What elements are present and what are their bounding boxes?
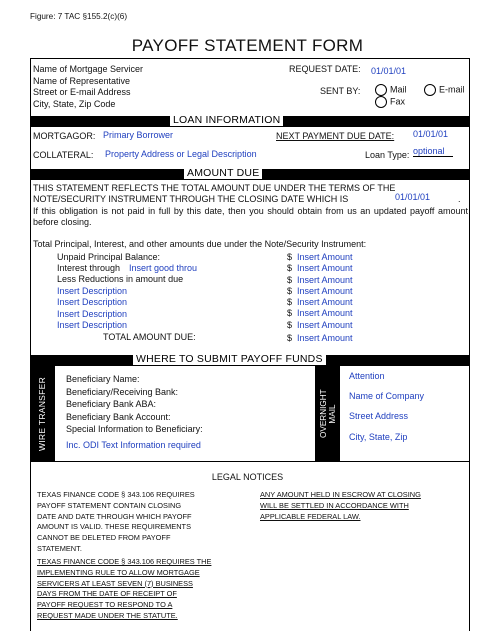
sent-by-mail-option[interactable] xyxy=(375,84,407,96)
street-address-field[interactable]: Street Address xyxy=(349,411,409,421)
company-name-field[interactable]: Name of Company xyxy=(349,391,425,401)
description-amount-4[interactable]: Insert Amount xyxy=(297,319,353,330)
description-amount-2[interactable]: Insert Amount xyxy=(297,297,353,308)
amount-column xyxy=(297,252,353,344)
collateral-field[interactable]: Property Address or Legal Description xyxy=(105,149,257,159)
beneficiary-name-label: Beneficiary Name: xyxy=(66,374,140,384)
payoff-warning: If this obligation is not paid in full by this date, then you should obtain from us an updated payoff amount before closing. xyxy=(33,206,468,227)
legal-left-notice-2 xyxy=(37,557,235,622)
description-field-2[interactable]: Insert Description xyxy=(57,297,128,307)
interest-through-date-field[interactable]: Insert good throu xyxy=(129,263,198,273)
legal-line: PAYOFF STATEMENT CONTAIN CLOSING xyxy=(37,500,182,510)
reductions-amount[interactable]: Insert Amount xyxy=(297,274,353,285)
mortgagor-field[interactable]: Primary Borrower xyxy=(103,130,174,140)
interest-amount[interactable]: Insert Amount xyxy=(297,263,353,274)
next-payment-label: NEXT PAYMENT DUE DATE: xyxy=(276,131,395,141)
total-intro: Total Principal, Interest, and other amounts due under the Note/Security Instrument: xyxy=(33,239,367,249)
mail-label: Mail xyxy=(390,84,407,95)
email-label: E-mail xyxy=(439,84,465,95)
email-radio[interactable] xyxy=(424,84,436,96)
mortgagor-label: MORTGAGOR: xyxy=(33,131,96,141)
legal-line: AMOUNT IS VALID. THESE REQUIREMENTS xyxy=(37,522,191,532)
special-info-field[interactable]: Inc. ODI Text Information required xyxy=(66,440,201,450)
unpaid-principal-amount[interactable]: Insert Amount xyxy=(297,252,353,262)
statement-line-2: NOTE/SECURITY INSTRUMENT THROUGH THE CLOSING DATE WHICH IS xyxy=(33,194,349,204)
legal-line: PAYOFF REQUEST TO RESPOND TO A xyxy=(37,600,173,610)
request-date-field[interactable]: 01/01/01 xyxy=(371,66,407,76)
overnight-mail-label: OVERNIGHT MAIL xyxy=(318,388,337,438)
closing-date-field[interactable]: 01/01/01 xyxy=(395,192,431,202)
beneficiary-account-label: Beneficiary Bank Account: xyxy=(66,411,171,422)
currency-symbol: $ xyxy=(287,285,293,296)
legal-line: APPLICABLE FEDERAL LAW. xyxy=(260,511,361,521)
city-state-zip-field[interactable]: City, State, Zip xyxy=(349,432,408,442)
currency-symbol: $ xyxy=(287,297,293,308)
currency-symbol: $ xyxy=(287,274,293,285)
fax-radio[interactable] xyxy=(375,96,387,108)
figure-label: Figure: 7 TAC §155.2(c)(6) xyxy=(30,12,128,21)
legal-left-notice-1 xyxy=(37,490,235,555)
servicer-name: Name of Mortgage Servicer xyxy=(33,64,144,74)
submit-title: WHERE TO SUBMIT PAYOFF FUNDS xyxy=(133,353,326,365)
description-amount-3[interactable]: Insert Amount xyxy=(297,308,353,319)
legal-line: TEXAS FINANCE CODE § 343.106 REQUIRES xyxy=(37,490,195,499)
legal-line: IMPLEMENTING RULE TO ALLOW MORTGAGE xyxy=(37,567,200,577)
next-payment-field[interactable]: 01/01/01 xyxy=(413,129,449,139)
currency-symbol: $ xyxy=(287,252,293,262)
loan-type-label: Loan Type: xyxy=(365,150,410,160)
currency-symbol: $ xyxy=(287,333,293,344)
sent-by-fax-option[interactable] xyxy=(375,96,405,108)
servicer-block xyxy=(33,64,143,110)
attention-field[interactable]: Attention xyxy=(349,371,385,381)
special-info-label: Special Information to Beneficiary: xyxy=(66,424,203,435)
legal-line: REQUEST MADE UNDER THE STATUTE. xyxy=(37,610,178,620)
amount-due-title: AMOUNT DUE xyxy=(184,167,262,179)
currency-column xyxy=(287,252,292,344)
statement-line-1: THIS STATEMENT REFLECTS THE TOTAL AMOUNT DUE UNDER THE TERMS OF THE xyxy=(33,183,396,193)
legal-line: STATEMENT. xyxy=(37,543,82,553)
currency-symbol: $ xyxy=(287,319,293,330)
legal-line: SERVICERS AT LEAST SEVEN (7) BUSINESS xyxy=(37,578,193,588)
legal-line: DAYS FROM THE DATE OF RECEIPT OF xyxy=(37,589,177,599)
overnight-mail-label-wrap xyxy=(315,366,340,461)
interest-through-label: Interest through xyxy=(57,263,121,273)
description-field-4[interactable]: Insert Description xyxy=(57,320,128,330)
wire-fields xyxy=(66,373,203,436)
servicer-address: Street or E-mail Address xyxy=(33,87,131,97)
description-field-1[interactable]: Insert Description xyxy=(57,286,128,296)
currency-symbol: $ xyxy=(287,263,293,274)
form-title: PAYOFF STATEMENT FORM xyxy=(131,36,364,55)
description-field-3[interactable]: Insert Description xyxy=(57,309,128,319)
wire-transfer-label: WIRE TRANSFER xyxy=(37,376,47,451)
statement-line-2-row xyxy=(33,194,468,205)
sent-by-email-option[interactable] xyxy=(424,84,465,96)
collateral-label: COLLATERAL: xyxy=(33,150,94,160)
legal-line: CANNOT BE DELETED FROM PAYOFF xyxy=(37,533,171,543)
mail-radio[interactable] xyxy=(375,84,387,96)
description-amount-1[interactable]: Insert Amount xyxy=(297,285,353,296)
legal-line: DATE AND DATE THROUGH WHICH PAYOFF xyxy=(37,511,192,521)
unpaid-principal-label: Unpaid Principal Balance: xyxy=(57,252,161,262)
loan-type-field[interactable]: optional xyxy=(413,146,453,157)
fax-label: Fax xyxy=(390,96,406,107)
servicer-city: City, State, Zip Code xyxy=(33,98,116,109)
wire-transfer-label-wrap xyxy=(30,366,54,461)
total-amount-field[interactable]: Insert Amount xyxy=(297,333,353,344)
legal-line: TEXAS FINANCE CODE § 343.106 REQUIRES THE xyxy=(37,557,212,566)
less-reductions-label: Less Reductions in amount due xyxy=(57,274,184,284)
beneficiary-bank-label: Beneficiary/Receiving Bank: xyxy=(66,386,179,397)
divider xyxy=(30,461,469,462)
divider xyxy=(54,366,55,461)
total-amount-label: TOTAL AMOUNT DUE: xyxy=(103,332,196,342)
legal-line: WILL BE SETTLED IN ACCORDANCE WITH xyxy=(260,500,409,510)
legal-line: ANY AMOUNT HELD IN ESCROW AT CLOSING xyxy=(260,490,421,499)
statement-period: . xyxy=(458,194,461,204)
legal-right-notice xyxy=(260,490,455,522)
statement-text xyxy=(33,183,468,205)
beneficiary-aba-label: Beneficiary Bank ABA: xyxy=(66,399,157,410)
request-date-label: REQUEST DATE: xyxy=(289,64,361,74)
loan-info-title: LOAN INFORMATION xyxy=(170,114,283,126)
representative-name: Name of Representative xyxy=(33,75,131,86)
currency-symbol: $ xyxy=(287,308,293,319)
legal-notices-title: LEGAL NOTICES xyxy=(211,472,284,482)
sent-by-label: SENT BY: xyxy=(320,86,361,96)
